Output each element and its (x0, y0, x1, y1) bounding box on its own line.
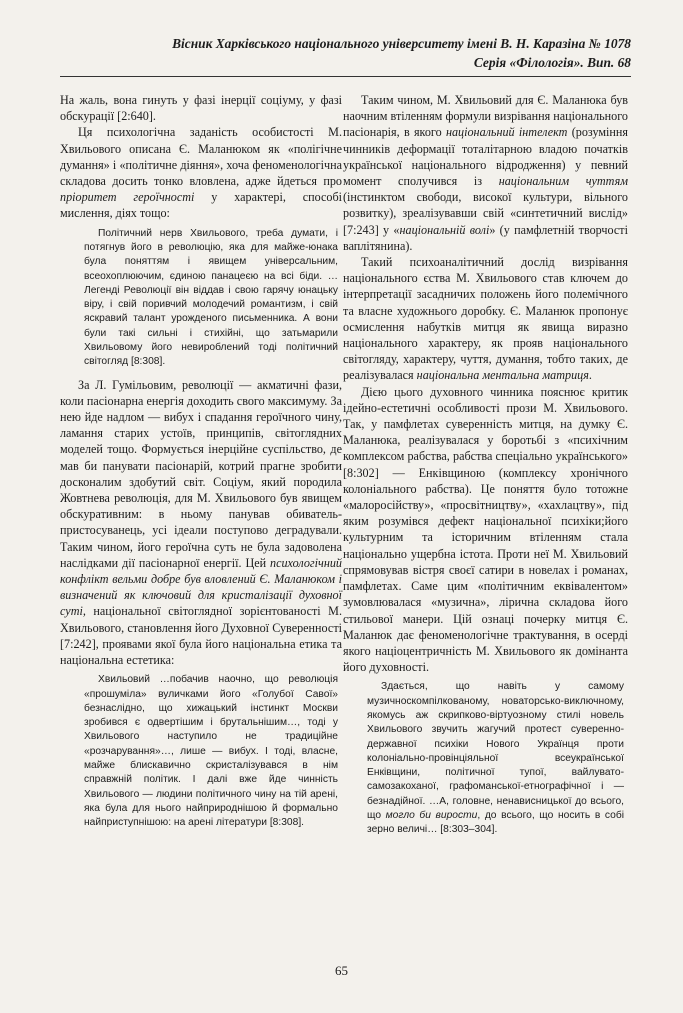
block-quote: Здається, що навіть у самому музичноскомпілкованому, новаторсько-виключному, якомусь аж скрипково-віртуозному стилі новель Хвильового звучить жагучий протест суверенно-державної психіки Нового Українця проти колоніально-провінціяльної всеукраїнської Енківщини, політичної тупої, вайлувато-самозакоханої, графоманської-етнографічної і — безнадійної. …А, головне, ненависницької до всього, що могло би вирости, до всього, що носить в собі зерно величі… [8:303–304]. (367, 681, 624, 836)
block-quote: Політичний нерв Хвильового, треба думати, і потягнув його в революцію, яка для майже-юнака була поняттям і явищем універсальним, всеохоплюючим, єдиною панацеєю на всі біди. …Легенді Революції він віддав і свою гарячу юнацьку віру, і свій поривчий молодечий романтизм, і свій яскравий талант урожденого письменника. А вони були такі сильні і стихійні, що затьмарили Хвильовому його невироблений тоді політичний світогляд [8:308]. (84, 227, 338, 368)
running-header (60, 34, 631, 72)
left-column (60, 92, 342, 838)
page-number: 65 (335, 963, 348, 978)
series-title: Серія «Філологія». Вип. 68 (473, 55, 631, 70)
block-quote: Хвильовий …побачив наочно, що революція «прошуміла» вуличками його «Голубої Савої» безнаслідно, що хижацький інстинкт Москви зробився є одвертішим і брутальнішим…, тоді у Хвильового наступило не традиційне «розчарування»…, лише — вибух. І тоді, власне, майже блискавично скристалізувався в нім справжній політик. І далі вже йде чинність Хвильового — людини політичного чину на тій арені, яка була для нього найприроднішою й формально найприступнішою: на арені літератури [8:308]. (84, 674, 338, 829)
paragraph: Ця психологічна заданість особистості М. Хвильового описана Є. Маланюком як «полігічне думання» і «політичне діяння», хоча феноменологічна складова досить тонко вловлена, адже йдеться про пріоритет героїчності у характері, способі мислення, діях тощо: (60, 125, 342, 221)
header-rule (60, 76, 631, 77)
paragraph: Такий психоаналітичний дослід визрівання національного єства М. Хвильового став ключем до інтерпретації засадничих положень його полемічного та власне художнього доробку. Є. Маланюк пропонує осмислення набутків митця як явища виразно національного характеру, як прояв національного світогляду, характеру, чуття, думання, тобто таких, де реалізувалася національна ментальна матриця. (343, 255, 628, 383)
paragraph: Таким чином, М. Хвильовий для Є. Маланюка був наочним втіленням формули визрівання національного пасіонарія, в якого національний інтелект (розуміння чинників деформації тоталітарною владою початків української національного відродження) у певний момент сполучився із національним чуттям (інстинктом свободи, високої культури, вільного розвитку), зреалізувавши свій «синтетичний вислід» [7:243] у «національній волі» (у памфлетній творчості ваплітянина). (343, 93, 628, 253)
paragraph: За Л. Гумільовим, революції — акматичні фази, коли пасіонарна енергія доходить свого максимуму. За нею йде надлом — вибух і спадання героїчного чину, ламання старих устоїв, принципів, світоглядних моделей тощо. Формується інерційне суспільство, де мав би панувати пасіонарій, котрий прагне зробити досконалим здобутий світ. Соціум, який породила Жовтнева революція, для М. Хвильового був явищем обскуративним: в ньому панував обиватель-пристосуванець, усі ідеали поступово деградували. Таким чином, його героїчна суть не була задоволена наслідками дії пасіонарної енергії. Цей психологічний конфлікт вельми добре був вловлений Є. Маланюком і визначений як ключовий для кристалізації духовної суті, національної світоглядної зорієнтованості М. Хвильового, становлення його Духовної Суверенності [7:242], проявами якої була його національна етика та національна естетика: (60, 377, 342, 668)
paragraph: На жаль, вона гинуть у фазі інерції соціуму, у фазі обскурації [2:640]. (60, 93, 342, 124)
journal-title: Вісник Харківського національного університету імені В. Н. Каразіна № 1078 (172, 36, 631, 51)
right-column (343, 92, 628, 845)
paragraph: Дією цього духовного чинника пояснює критик ідейно-естетичні особливості прози М. Хвильового. Так, у памфлетах суверенність митця, на думку Є. Маланюка, реалізувалася у боротьбі з «психічним комплексом рабства, рабства спеціально українського» [8:302] — Енківщиною (комплексу хронічного колоніального рабства). Це поняття було тотожне «малоросійству», «просвітництву», «хахлацтву», під яким розумівся дефект національної психіки;його культурним та історичним втіленням стала національно ущербна істота. Проти неї М. Хвильовий спрямовував вістря своєї сатири в новелах і романах, памфлетах. Саме цим «політичним еквівалентом» зумовлювалася «музична», ліричнa складова його стильової манери. Цій ознаці почерку митця Є. Маланюк дає феноменологічне трактування, в осерді якого націоцентричність М. Хвильового як домінанта його духовності. (343, 384, 628, 675)
